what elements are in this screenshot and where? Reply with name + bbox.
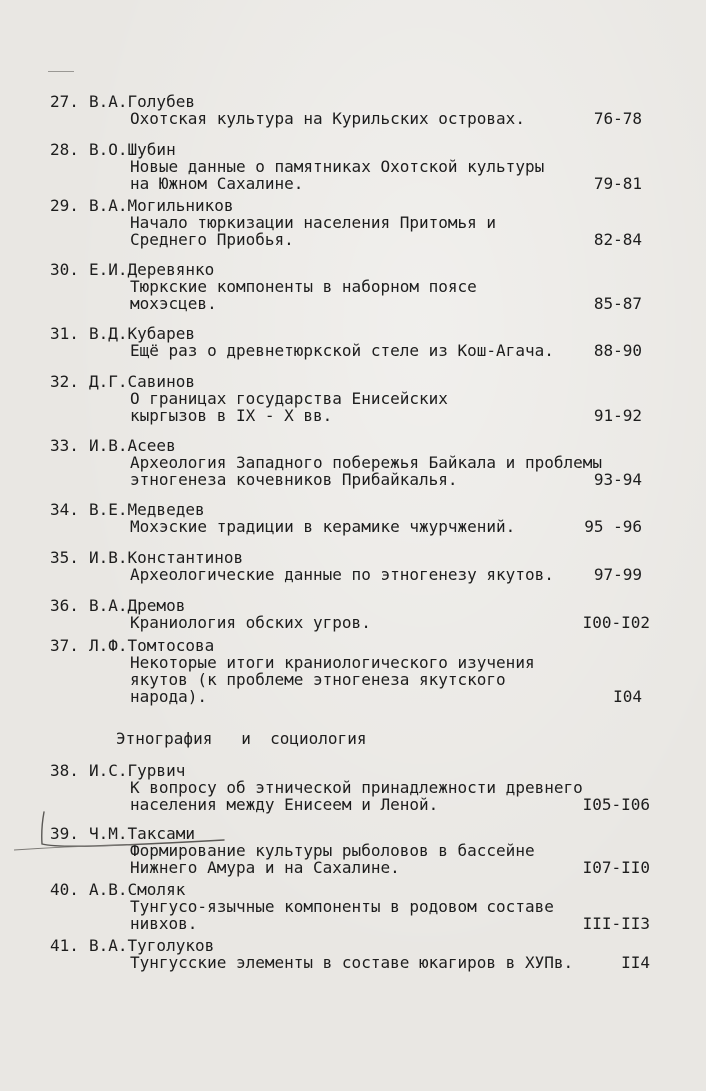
entry-title-line: Краниология обских угров. xyxy=(130,613,371,632)
entry-author: И.С.Гурвич xyxy=(89,761,186,780)
entry-pages: I00-I02 xyxy=(582,613,650,632)
entry-author: Е.И.Деревянко xyxy=(89,260,215,279)
entry-author: В.Д.Кубарев xyxy=(89,324,195,343)
entry-author: В.А.Могильников xyxy=(89,196,234,215)
entry-author: В.А.Дремов xyxy=(89,596,186,615)
entry-pages: 91-92 xyxy=(593,406,642,425)
entry-number: 30. xyxy=(50,260,79,279)
entry-title-line: Тунгусо-язычные компоненты в родовом составе xyxy=(130,897,554,916)
entry-number: 37. xyxy=(50,636,79,655)
entry-number: 29. xyxy=(50,196,79,215)
entry-number: 39. xyxy=(50,824,79,843)
entry-title-line: Тюркские компоненты в наборном поясе xyxy=(130,277,477,296)
entry-number: 41. xyxy=(50,936,79,955)
entry-pages: III-II3 xyxy=(582,914,650,933)
entry-title-line: якутов (к проблеме этногенеза якутского xyxy=(130,670,506,689)
entry-title-line: Тунгусские элементы в составе юкагиров в ХУПв. xyxy=(130,953,574,972)
entry-pages: 93-94 xyxy=(593,470,642,489)
entry-pages: I07-II0 xyxy=(582,858,650,877)
entry-number: 40. xyxy=(50,880,79,899)
entry-number: 36. xyxy=(50,596,79,615)
entry-author: Ч.М.Таксами xyxy=(89,824,195,843)
entry-author: А.В.Смоляк xyxy=(89,880,186,899)
entry-pages: 82-84 xyxy=(593,230,642,249)
entry-author: В.А.Голубев xyxy=(89,92,195,111)
entry-title-line: на Южном Сахалине. xyxy=(130,174,304,193)
entry-title-line: кыргызов в IX - X вв. xyxy=(130,406,333,425)
entry-title-line: Новые данные о памятниках Охотской культуры xyxy=(130,157,545,176)
entry-title-line: Формирование культуры рыболовов в бассейне xyxy=(130,841,535,860)
entry-author: Д.Г.Савинов xyxy=(89,372,195,391)
entry-title-line: мохэсцев. xyxy=(130,294,217,313)
entry-pages: 76-78 xyxy=(593,109,642,128)
entry-title-line: Начало тюркизации населения Притомья и xyxy=(130,213,497,232)
entry-title-line: Нижнего Амура и на Сахалине. xyxy=(130,858,400,877)
entry-number: 28. xyxy=(50,140,79,159)
entry-title-line: Среднего Приобья. xyxy=(130,230,294,249)
entry-title-line: Археологические данные по этногенезу якутов. xyxy=(130,565,554,584)
entry-pages: 88-90 xyxy=(593,341,642,360)
entry-title-line: Археология Западного побережья Байкала и проблемы xyxy=(130,453,603,472)
entry-pages: 85-87 xyxy=(593,294,642,313)
entry-title-line: Мохэские традиции в керамике чжурчжений. xyxy=(130,517,516,536)
entry-number: 27. xyxy=(50,92,79,111)
entry-number: 33. xyxy=(50,436,79,455)
entry-pages: I05-I06 xyxy=(582,795,650,814)
entry-author: И.В.Асеев xyxy=(89,436,176,455)
entry-title-line: этногенеза кочевников Прибайкалья. xyxy=(130,470,458,489)
entry-pages: 97-99 xyxy=(593,565,642,584)
entry-title-line: народа). xyxy=(130,687,208,706)
entry-number: 31. xyxy=(50,324,79,343)
entry-title-line: Ещё раз о древнетюркской стеле из Кош-Агача. xyxy=(130,341,554,360)
entry-pages: II4 xyxy=(621,953,650,972)
entry-author: И.В.Константинов xyxy=(89,548,244,567)
entry-author: В.А.Туголуков xyxy=(89,936,215,955)
entry-number: 35. xyxy=(50,548,79,567)
entry-number: 34. xyxy=(50,500,79,519)
top-rule xyxy=(48,71,74,72)
entry-pages: 95 -96 xyxy=(584,517,642,536)
entry-title-line: населения между Енисеем и Леной. xyxy=(130,795,439,814)
entry-title-line: Охотская культура на Курильских островах. xyxy=(130,109,525,128)
entry-author: В.О.Шубин xyxy=(89,140,176,159)
entry-number: 38. xyxy=(50,761,79,780)
entry-author: Л.Ф.Томтосова xyxy=(89,636,215,655)
entry-number: 32. xyxy=(50,372,79,391)
entry-title-line: О границах государства Енисейских xyxy=(130,389,448,408)
entry-pages: 79-81 xyxy=(593,174,642,193)
entry-title-line: Некоторые итоги краниологического изучения xyxy=(130,653,535,672)
entry-pages: I04 xyxy=(613,687,642,706)
entry-title-line: К вопросу об этнической принадлежности древнего xyxy=(130,778,583,797)
pencil-bracket-mark xyxy=(14,810,234,860)
entry-title-line: нивхов. xyxy=(130,914,198,933)
section-heading: Этнография и социология xyxy=(116,729,367,748)
entry-author: В.Е.Медведев xyxy=(89,500,205,519)
